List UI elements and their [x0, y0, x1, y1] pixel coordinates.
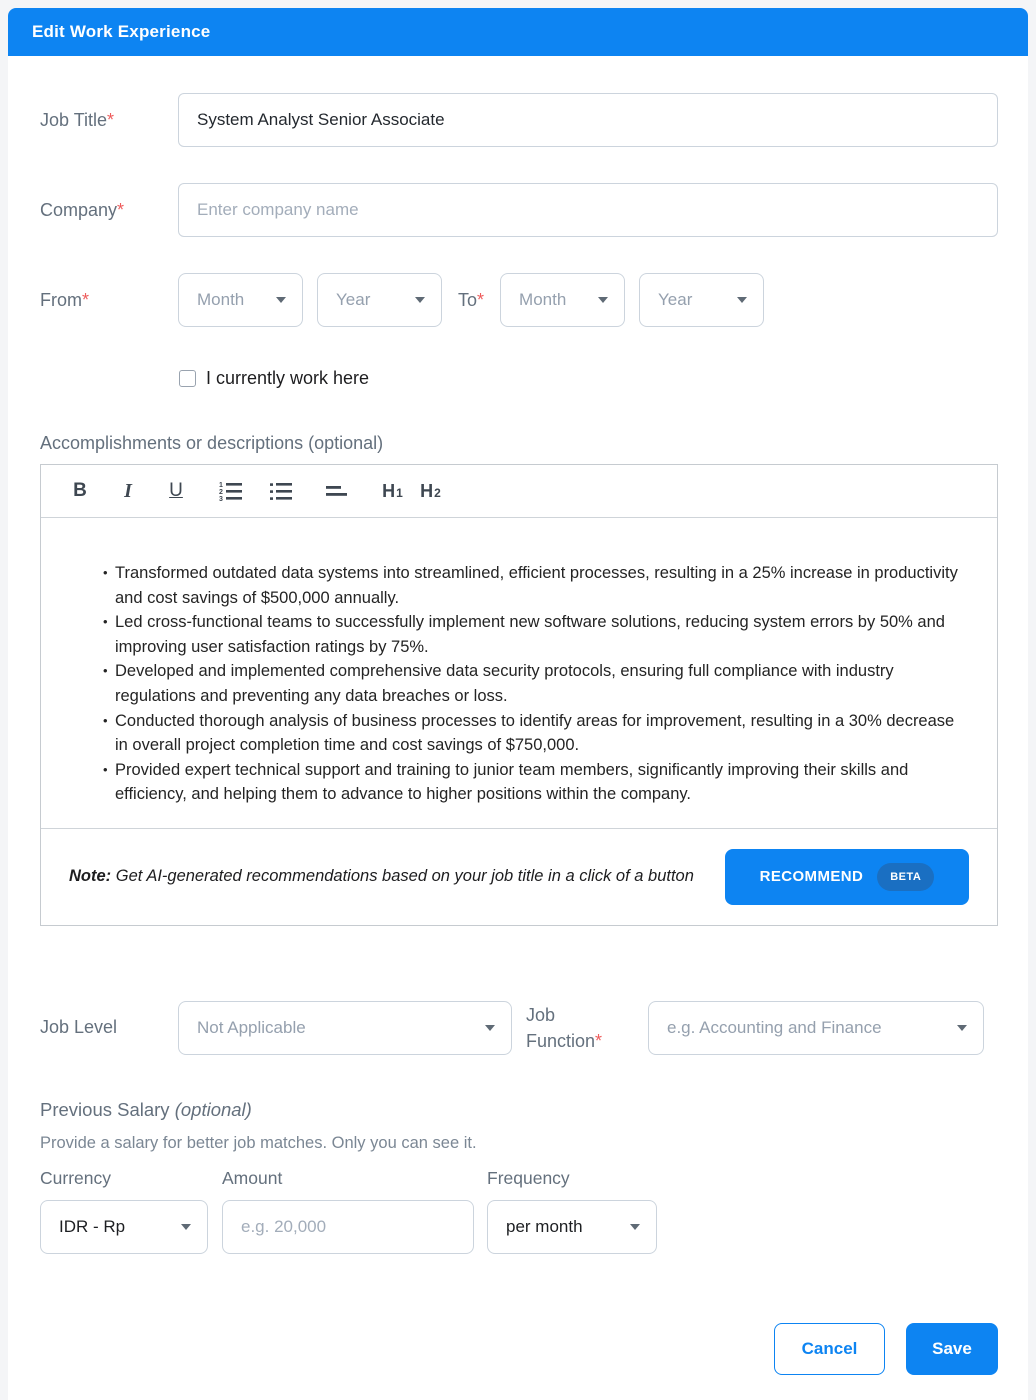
modal-body: [8, 56, 1028, 1400]
company-input[interactable]: [178, 183, 998, 237]
align-icon: [325, 483, 349, 499]
svg-text:3: 3: [219, 496, 223, 502]
company-label: Company*: [40, 199, 125, 220]
job-function-label: Job Function*: [526, 1004, 603, 1051]
accomplishments-editor: [40, 464, 998, 926]
save-button[interactable]: Save: [906, 1323, 998, 1375]
chevron-down-icon: [181, 1224, 191, 1230]
editor-content[interactable]: [41, 518, 997, 828]
accomplishments-label: Accomplishments or descriptions (optional): [40, 433, 384, 453]
job-title-input[interactable]: [178, 93, 998, 147]
required-asterisk: *: [82, 289, 90, 310]
modal-title: Edit Work Experience: [32, 22, 211, 41]
underline-button[interactable]: U: [161, 474, 191, 508]
previous-salary-subtext: Provide a salary for better job matches. Only you can see it.: [40, 1133, 477, 1152]
chevron-down-icon: [598, 297, 608, 303]
ordered-list-icon: [219, 480, 243, 502]
bold-button[interactable]: B: [65, 474, 95, 508]
editor-toolbar: [41, 465, 997, 518]
modal-header: [8, 8, 1028, 56]
to-month-select[interactable]: Month: [500, 273, 625, 327]
chevron-down-icon: [276, 297, 286, 303]
cancel-button[interactable]: Cancel: [774, 1323, 885, 1375]
svg-text:1: 1: [219, 482, 223, 489]
currently-work-here-checkbox[interactable]: [179, 370, 196, 387]
currency-select[interactable]: IDR - Rp: [40, 1200, 208, 1254]
ordered-list-button[interactable]: [215, 474, 247, 508]
italic-button[interactable]: I: [113, 474, 143, 508]
heading1-button[interactable]: H $_1$: [377, 474, 407, 508]
to-year-select[interactable]: Year: [639, 273, 764, 327]
job-level-select[interactable]: Not Applicable: [178, 1001, 512, 1055]
frequency-select[interactable]: per month: [487, 1200, 657, 1254]
bullet-list-icon: [269, 480, 293, 502]
required-asterisk: *: [595, 1030, 603, 1051]
chevron-down-icon: [737, 297, 747, 303]
from-label: From*: [40, 289, 90, 310]
amount-field: [222, 1168, 487, 1254]
job-title-label: Job Title*: [40, 109, 115, 130]
from-year-select[interactable]: Year: [317, 273, 442, 327]
frequency-field: [487, 1168, 657, 1254]
accomplishments-list: [105, 561, 967, 807]
frequency-label: Frequency: [487, 1167, 570, 1188]
accomplishment-item: • Provided expert technical support and training to junior team members, significantly improving their skills and efficiency, and helping them to advance to higher positions within the company.: [105, 758, 967, 807]
edit-work-experience-modal: [8, 8, 1028, 1400]
currently-work-here-label: I currently work here: [206, 368, 370, 388]
amount-label: Amount: [222, 1167, 283, 1188]
accomplishment-item: • Conducted thorough analysis of business processes to identify areas for improvement, resulting in a 30% decrease in overall project completion time and cost savings of $750,000.: [105, 709, 967, 758]
currently-work-here-row: [179, 368, 998, 389]
previous-salary-section: [40, 1099, 998, 1254]
required-asterisk: *: [477, 289, 485, 310]
recommend-note-row: [41, 828, 997, 925]
company-row: [40, 183, 998, 237]
from-month-select[interactable]: Month: [178, 273, 303, 327]
currency-label: Currency: [40, 1167, 111, 1188]
amount-input[interactable]: [222, 1200, 474, 1254]
recommend-note: Note: Get AI-generated recommendations based on your job title in a click of a button: [69, 867, 694, 886]
job-level-function-row: [40, 1001, 998, 1055]
job-function-select[interactable]: e.g. Accounting and Finance: [648, 1001, 984, 1055]
chevron-down-icon: [630, 1224, 640, 1230]
heading2-button[interactable]: H $_2$: [415, 474, 445, 508]
recommend-button[interactable]: RECOMMEND BETA: [725, 849, 969, 905]
bullet-list-button[interactable]: [265, 474, 297, 508]
chevron-down-icon: [957, 1025, 967, 1031]
dates-row: [40, 273, 998, 327]
required-asterisk: *: [117, 199, 125, 220]
previous-salary-heading: Previous Salary (optional): [40, 1098, 252, 1120]
currency-field: [40, 1168, 222, 1254]
job-level-label: Job Level: [40, 1017, 118, 1038]
job-title-row: [40, 93, 998, 147]
align-button[interactable]: [321, 474, 353, 508]
chevron-down-icon: [485, 1025, 495, 1031]
svg-text:2: 2: [219, 489, 223, 496]
accomplishment-item: • Transformed outdated data systems into streamlined, efficient processes, resulting in a 25% increase in productivity and cost savings of $500,000 annually.: [105, 561, 967, 610]
to-label: To*: [458, 289, 485, 310]
beta-badge: BETA: [877, 863, 934, 891]
accomplishment-item: • Developed and implemented comprehensive data security protocols, ensuring full compliance with industry regulations and preventing any data breaches or loss.: [105, 659, 967, 708]
required-asterisk: *: [107, 109, 115, 130]
modal-footer: [40, 1323, 998, 1400]
accomplishment-item: • Led cross-functional teams to successfully implement new software solutions, reducing system errors by 50% and improving user satisfaction ratings by 75%.: [105, 610, 967, 659]
chevron-down-icon: [415, 297, 425, 303]
salary-fields-row: [40, 1168, 998, 1254]
